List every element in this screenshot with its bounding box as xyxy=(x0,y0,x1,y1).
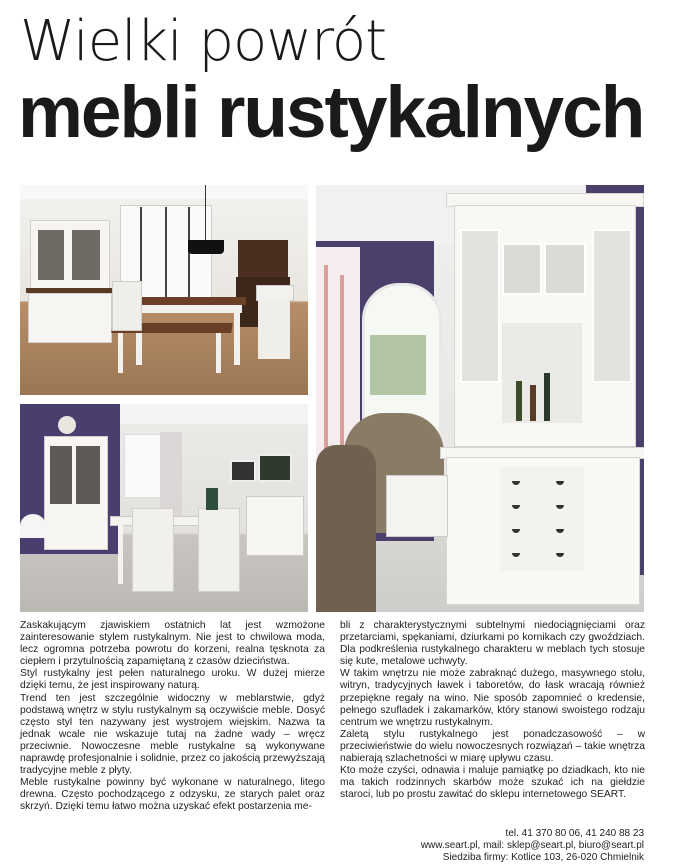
article-paragraph: Zaskakującym zjawiskiem ostatnich lat jest wzmożone zainteresowanie stylem rustykalnym. Nie jest to chwilowa moda, lecz ogromna potrzeba powrotu do korzeni, realna tęsknota za ciepłem i przytulnością zapamiętaną z czasów dzieciństwa. xyxy=(20,620,325,668)
photo-dining-room xyxy=(20,185,308,395)
article-paragraph: Meble rustykalne powinny być wykonane w naturalnego, litego drewna. Często pochodzącego z odzysku, ze starych palet oraz skrzyń. Dzięki temu łatwo można uzyskać efekt postarzenia me- xyxy=(20,777,325,813)
contact-block xyxy=(421,828,644,864)
article-column-1 xyxy=(20,620,325,814)
article-column-2 xyxy=(340,620,645,801)
article-paragraph: Zaletą stylu rustykalnego jest ponadczasowość – w przeciwieństwie do wielu nowoczesnych rozwiązań – takie wnętrza nabierają szlachetności w miarę upływu czasu. xyxy=(340,728,645,765)
article-paragraph: bli z charakterystycznymi subtelnymi niedociągnięciami oraz przetarciami, spękaniami, dziurkami po kornikach czy gwoździach. Dla podkreślenia rustykalnego charakteru w meblach tych stosuje się kute, metalowe uchwyty. xyxy=(340,620,645,668)
photo-purple-dining-room xyxy=(20,404,308,612)
article-paragraph: W takim wnętrzu nie może zabraknąć dużego, masywnego stołu, witryn, tradycyjnych ławek i taboretów, do łask wracają również przepiękne regały na wino. Nie sposób zapomnieć o kredensie, pełnego szufladek i zakamarków, który stanowi swoistego rodzaju centrum we wnętrzu rustykalnym. xyxy=(340,668,645,728)
photo-white-hutch xyxy=(316,185,644,612)
contact-address: Siedziba firmy: Kotlice 103, 26-020 Chmielnik xyxy=(442,852,644,863)
contact-web-mail[interactable]: www.seart.pl, mail: sklep@seart.pl, biuro@seart.pl xyxy=(420,840,644,851)
contact-phone: tel. 41 370 80 06, 41 240 88 23 xyxy=(505,828,644,839)
headline-line-2: mebli rustykalnych xyxy=(18,72,644,153)
article-paragraph: Styl rustykalny jest pełen naturalnego uroku. W dużej mierze dzięki temu, że jest inspirowany naturą. xyxy=(20,668,325,692)
article-paragraph: Kto może czyści, odnawia i maluje pamiątkę po dziadkach, kto nie ma takich rodzinnych skarbów może szukać ich na giełdzie staroci, lub po prostu zawitać do sklepu internetowego SEART. xyxy=(340,765,645,801)
article-paragraph: Trend ten jest szczególnie widoczny w meblarstwie, gdyż podstawą wnętrz w stylu rustykalnym są oczywiście meble. Dosyć często styl ten nazywany jest wystrojem wiejskim. Nazwa ta jednak wcale nie wskazuje tutaj na żadne wady – wręcz przeciwnie. Nowoczesne meble rustykalne są wykonywane naprawdę profesjonalnie i solidnie, przez co jakością przewyższają tradycyjne meble z płyty. xyxy=(20,692,325,777)
headline-line-1: Wielki powrót xyxy=(20,9,387,74)
